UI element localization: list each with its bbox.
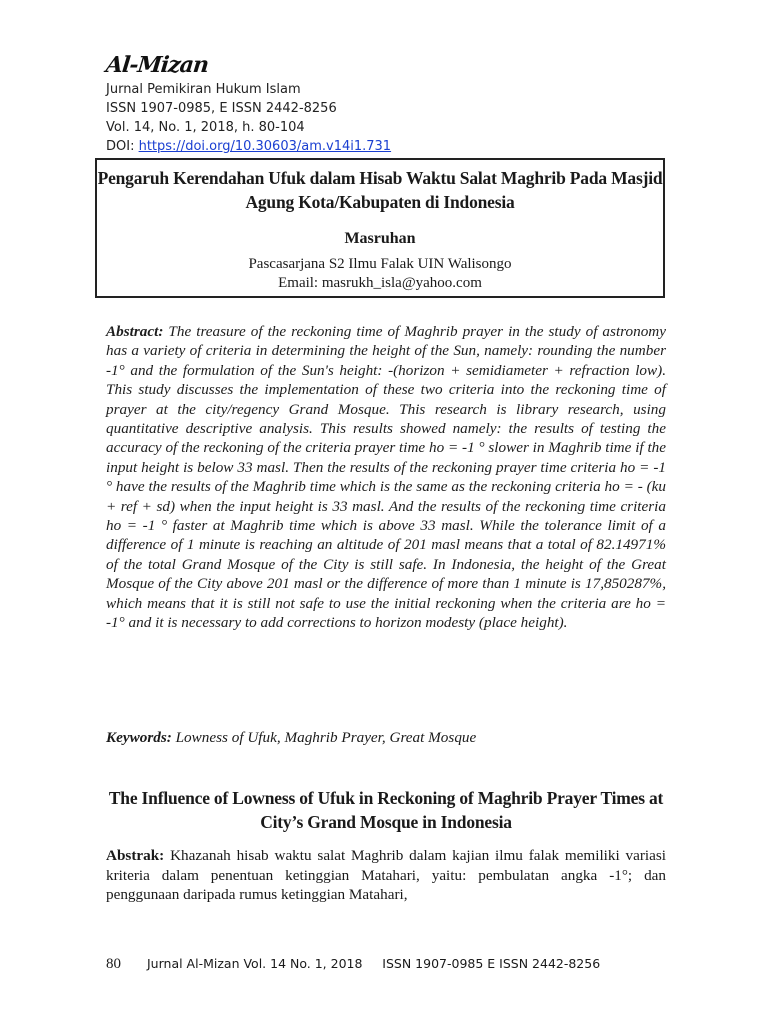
journal-header <box>106 50 666 156</box>
journal-name: Jurnal Pemikiran Hukum Islam <box>106 82 301 97</box>
author-name: Masruhan <box>344 230 416 247</box>
page-footer <box>106 954 666 974</box>
abstrak-label: Abstrak: <box>106 847 165 864</box>
page-number: 80 <box>106 956 121 972</box>
journal-logo: Al-Mizan <box>104 52 210 78</box>
doi-label: DOI: <box>106 139 139 154</box>
doi-link[interactable]: https://doi.org/10.30603/am.v14i1.731 <box>138 139 392 154</box>
doi-line <box>106 137 666 156</box>
keywords-label: Keywords: <box>106 729 172 746</box>
keywords <box>106 728 666 748</box>
abstract-indonesian <box>106 846 666 905</box>
author-email: Email: masrukh_isla@yahoo.com <box>278 275 482 291</box>
abstract-english <box>106 322 666 633</box>
author-affiliation: Pascasarjana S2 Ilmu Falak UIN Walisongo <box>248 256 512 272</box>
keywords-text: Lowness of Ufuk, Maghrib Prayer, Great Mosque <box>175 729 477 746</box>
paper-title: Pengaruh Kerendahan Ufuk dalam Hisab Waktu Salat Maghrib Pada Masjid Agung Kota/Kabupaten di Indonesia <box>97 168 663 212</box>
abstract-text: The treasure of the reckoning time of Maghrib prayer in the study of astronomy has a variety of criteria in determining the height of the Sun, namely: rounding the number -1° and the formulation of the Sun's height: -(horizon + semidiameter + refraction low). This study discusses the implementation of these two criteria into the reckoning time of prayer at the city/regency Grand Mosque. This research is library research, using quantitative descriptive analysis. This results showed namely: the results of testing the accuracy of the reckoning of the criteria prayer time ho = -1 ° slower in Maghrib time if the input height is below 33 masl. Then the results of the reckoning prayer time criteria ho = -1 ° have the results of the Maghrib time which is the same as the reckoning criteria ho = - (ku + ref + sd) when the input height is 33 masl. And the results of the reckoning time criteria ho = -1 ° faster at Maghrib time which is above 33 masl. While the tolerance limit of a difference of 1 minute is reaching an altitude of 201 masl means that a total of 82.14971% of the total Grand Mosque of the City is still safe. In Indonesia, the height of the Great Mosque of the City above 201 masl or the difference of more than 1 minute is 17,850287%, which means that it is still not safe to use the initial reckoning when the criteria are ho = -1° and it is necessary to add corrections to horizon modesty (place height). <box>106 323 666 632</box>
journal-issn: ISSN 1907-0985, E ISSN 2442-8256 <box>106 101 337 116</box>
abstract-label: Abstract: <box>106 323 164 340</box>
english-title: The Influence of Lowness of Ufuk in Reckoning of Maghrib Prayer Times at City’s Grand Mosque in Indonesia <box>108 788 664 832</box>
abstrak-text: Khazanah hisab waktu salat Maghrib dalam kajian ilmu falak memiliki variasi kriteria dalam penentuan ketinggian Matahari, yaitu: pembulatan angka -1°; dan penggunaan daripada rumus ketinggian Matahari, <box>106 847 667 903</box>
footer-text: Jurnal Al-Mizan Vol. 14 No. 1, 2018 ISSN 1907-0985 E ISSN 2442-8256 <box>147 956 601 971</box>
title-box <box>95 158 665 298</box>
journal-volume: Vol. 14, No. 1, 2018, h. 80-104 <box>106 120 305 135</box>
